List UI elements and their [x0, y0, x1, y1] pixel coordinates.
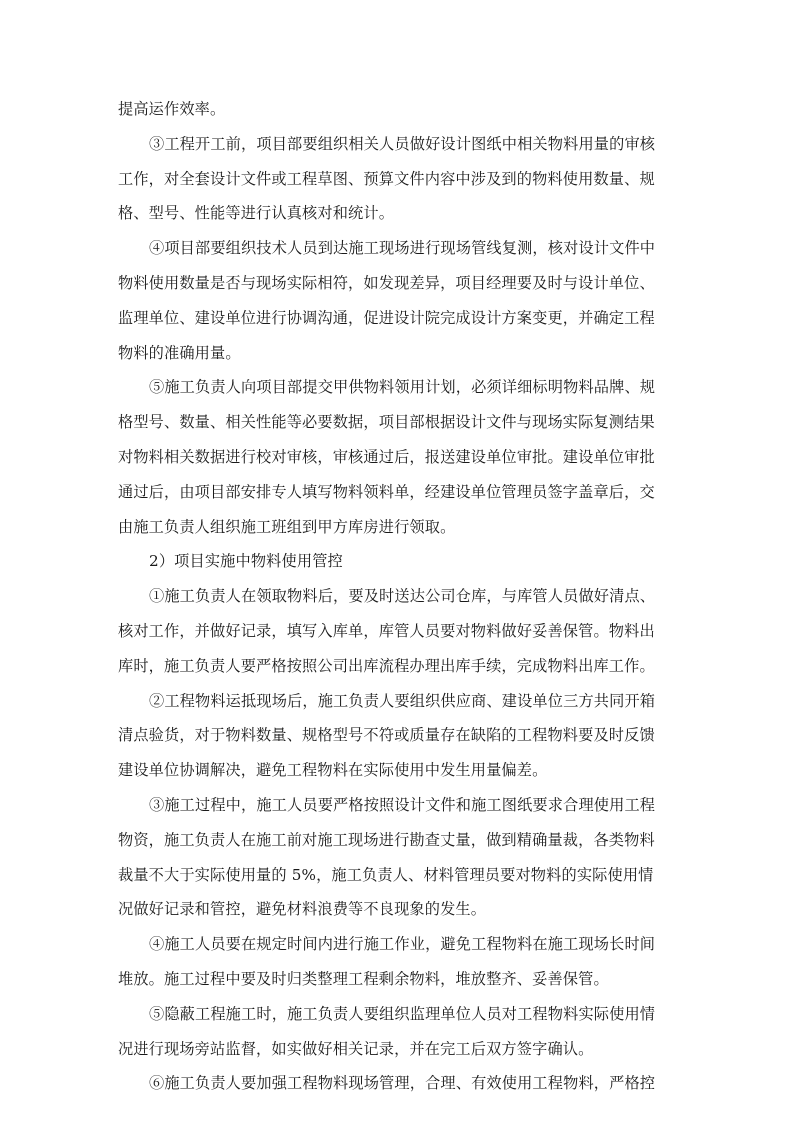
text-line: 格、型号、性能等进行认真核对和统计。	[118, 204, 395, 223]
section-heading: 2）项目实施中物料使用管控	[149, 552, 343, 571]
text-line: 堆放。施工过程中要及时归类整理工程剩余物料，堆放整齐、妥善保管。	[118, 969, 609, 988]
text-line: 对物料相关数据进行校对审核，审核通过后，报送建设单位审批。建设单位审批	[118, 447, 655, 466]
text-line: ④施工人员要在规定时间内进行施工作业，避免工程物料在施工现场长时间	[149, 935, 656, 954]
text-line: ⑥施工负责人要加强工程物料现场管理，合理、有效使用工程物料，严格控	[149, 1074, 656, 1093]
text-line: 建设单位协调解决，避免工程物料在实际使用中发生用量偏差。	[118, 761, 548, 780]
text-line: 通过后，由项目部安排专人填写物料领料单，经建设单位管理员签字盖章后，交	[118, 482, 655, 501]
text-line: 物料的准确用量。	[118, 343, 241, 362]
text-line: ⑤施工负责人向项目部提交甲供物料领用计划，必须详细标明物料品牌、规	[149, 378, 656, 397]
text-line: ③施工过程中，施工人员要严格按照设计文件和施工图纸要求合理使用工程	[149, 795, 656, 814]
text-line: 清点验货，对于物料数量、规格型号不符或质量存在缺陷的工程物料要及时反馈	[118, 726, 655, 745]
text-line: 核对工作，并做好记录，填写入库单，库管人员要对物料做好妥善保管。物料出	[118, 621, 655, 640]
text-line: 由施工负责人组织施工班组到甲方库房进行领取。	[118, 517, 456, 536]
text-line: ⑤隐蔽工程施工时，施工负责人要组织监理单位人员对工程物料实际使用情	[149, 1004, 656, 1023]
text-line: 况进行现场旁站监督，如实做好相关记录，并在完工后双方签字确认。	[118, 1039, 594, 1058]
text-line: 工作，对全套设计文件或工程草图、预算文件内容中涉及到的物料使用数量、规	[118, 169, 655, 188]
text-line: 监理单位、建设单位进行协调沟通，促进设计院完成设计方案变更，并确定工程	[118, 308, 655, 327]
text-line: 格型号、数量、相关性能等必要数据，项目部根据设计文件与现场实际复测结果	[118, 413, 655, 432]
text-line: 物资，施工负责人在施工前对施工现场进行勘查丈量，做到精确量裁，各类物料	[118, 830, 655, 849]
text-line: 裁量不大于实际使用量的 5%，施工负责人、材料管理员要对物料的实际使用情	[118, 865, 654, 884]
body-text	[118, 92, 678, 1101]
text-line: 库时，施工负责人要严格按照公司出库流程办理出库手续，完成物料出库工作。	[118, 656, 655, 675]
text-line: 况做好记录和管控，避免材料浪费等不良现象的发生。	[118, 900, 487, 919]
text-line: ②工程物料运抵现场后，施工负责人要组织供应商、建设单位三方共同开箱	[149, 691, 656, 710]
text-line: ③工程开工前，项目部要组织相关人员做好设计图纸中相关物料用量的审核	[149, 134, 656, 153]
text-line: 物料使用数量是否与现场实际相符，如发现差异，项目经理要及时与设计单位、	[118, 273, 655, 292]
text-line: ①施工负责人在领取物料后，要及时送达公司仓库，与库管人员做好清点、	[149, 587, 656, 606]
text-line: ④项目部要组织技术人员到达施工现场进行现场管线复测，核对设计文件中	[149, 239, 656, 258]
text-line: 提高运作效率。	[118, 100, 226, 118]
